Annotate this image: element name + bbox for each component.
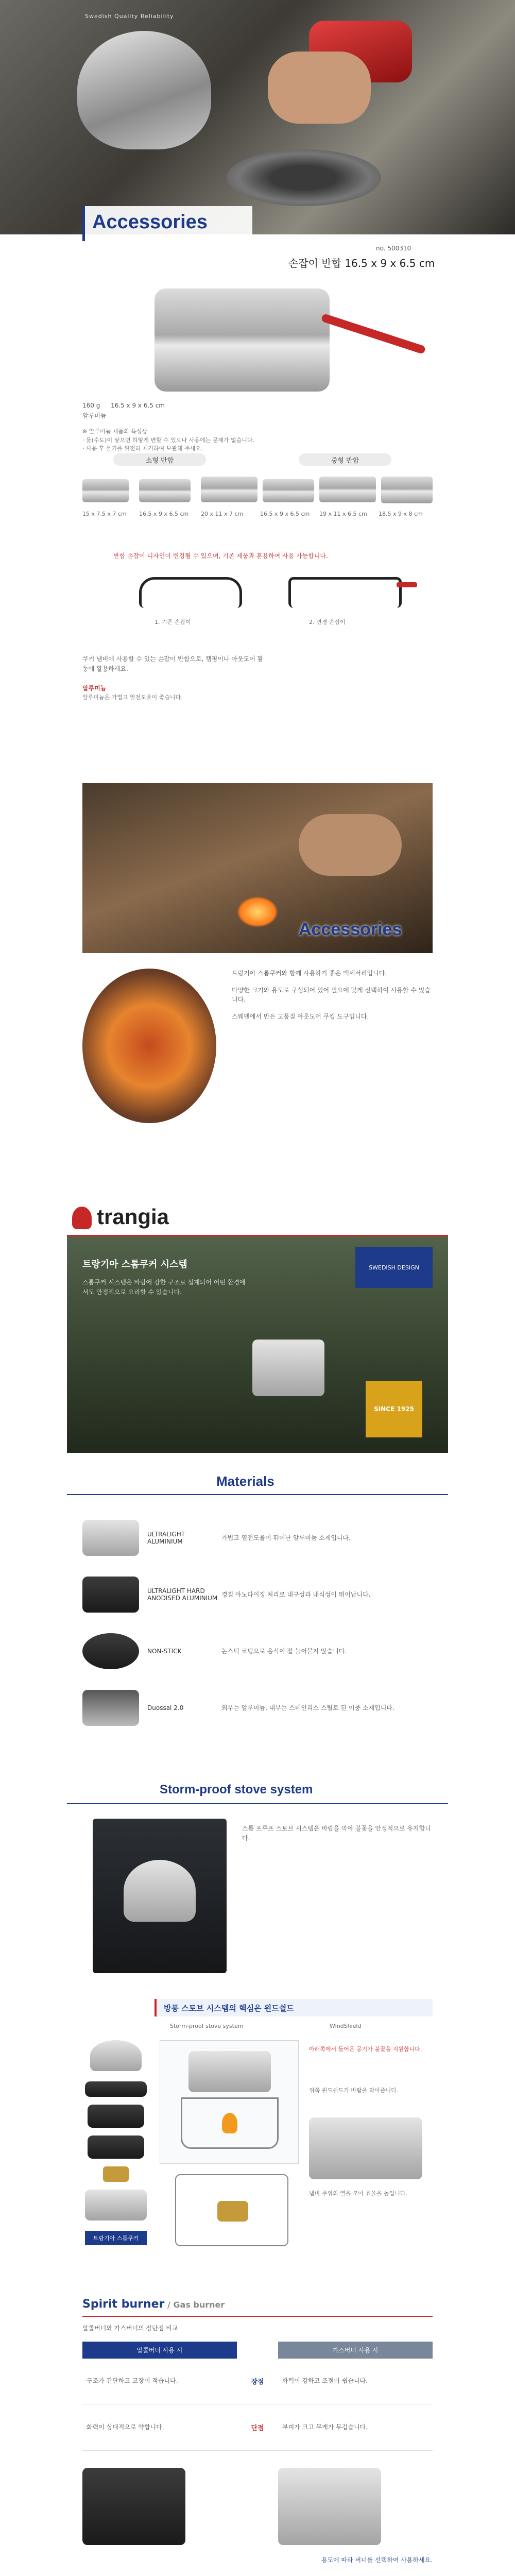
brand-tagline: Swedish Quality Reliability bbox=[85, 13, 174, 20]
material-name: ULTRALIGHT ALUMINIUM bbox=[147, 1531, 185, 1545]
burner-row-label: 단점 bbox=[251, 2425, 264, 2432]
stove-base-diagram bbox=[175, 2174, 288, 2246]
swedish-badge bbox=[355, 1247, 433, 1288]
note-line: · 사용 후 물기를 완전히 제거하여 보관해 주세요. bbox=[82, 445, 203, 452]
stack-pot bbox=[88, 2105, 144, 2128]
handle-note-text: 반합 손잡이 디자인이 변경될 수 있으며, 기존 제품과 혼용하여 사용 가능합니다. bbox=[113, 552, 328, 560]
burner-title-a: Spirit burner bbox=[82, 2298, 165, 2311]
mess-tin-handle bbox=[321, 313, 426, 354]
label-storm: Storm-proof stove system bbox=[170, 2023, 244, 2029]
hand-shape bbox=[268, 52, 371, 124]
stack-kettle bbox=[90, 2040, 142, 2071]
stove-diagram bbox=[160, 2040, 299, 2164]
windshield-banner bbox=[154, 1999, 433, 2016]
materials-list bbox=[82, 1510, 433, 1736]
material-swatch bbox=[82, 1520, 139, 1556]
size-label: 15 x 7.5 x 7 cm bbox=[82, 511, 127, 517]
burner-row-label: 장점 bbox=[251, 2378, 264, 2386]
hero-photo bbox=[0, 0, 515, 234]
trangia-flame-icon bbox=[72, 1207, 92, 1229]
burner-title bbox=[82, 2298, 225, 2311]
size-tin bbox=[319, 477, 376, 502]
windshield-pot-image bbox=[309, 2117, 422, 2179]
badge-top: SWEDISH DESIGN bbox=[369, 1264, 419, 1271]
hero-title-box bbox=[82, 206, 252, 241]
burner-left: 구조가 간단하고 고장이 적습니다. bbox=[87, 2377, 178, 2385]
material-swatch bbox=[82, 1633, 139, 1669]
burner-col-right: 가스버너 사용 시 bbox=[278, 2342, 433, 2359]
burner-left: 화력이 상대적으로 약합니다. bbox=[87, 2424, 164, 2431]
kettle-shape bbox=[77, 31, 211, 149]
callout-1: 아래쪽에서 들어온 공기가 불꽃을 지원합니다. bbox=[309, 2046, 422, 2053]
handle-old-caption: 1. 기존 손잡이 bbox=[154, 619, 191, 625]
stack-lid bbox=[85, 2081, 147, 2097]
spec-size: 16.5 x 9 x 6.5 cm bbox=[111, 402, 165, 409]
stove-product-shape bbox=[252, 1340, 324, 1396]
trangia-headline: 트랑기아 스톰쿠커 시스템 bbox=[82, 1259, 187, 1270]
material-desc: 외부는 알루미늄, 내부는 스테인리스 스틸로 된 이중 소재입니다. bbox=[221, 1704, 394, 1711]
handle-new bbox=[288, 577, 402, 608]
materials-title: Materials bbox=[216, 1473, 274, 1489]
person-shape bbox=[299, 814, 402, 876]
material-desc: 가볍고 열전도율이 뛰어난 알루미늄 소재입니다. bbox=[221, 1534, 351, 1541]
callout-3: 냄비 주위의 열을 모아 효율을 높입니다. bbox=[309, 2190, 407, 2197]
burner-title-b: / Gas burner bbox=[164, 2300, 225, 2310]
product-name: 손잡이 반합 16.5 x 9 x 6.5 cm bbox=[288, 257, 435, 269]
label-windshield: WindShield bbox=[330, 2023, 362, 2029]
trangia-body: 스톰쿠커 시스템은 바람에 강한 구조로 설계되어 어떤 환경에서도 안정적으로 요리할 수 있습니다. bbox=[82, 1279, 246, 1296]
size-tin bbox=[263, 479, 314, 502]
diagram-flame-icon bbox=[222, 2113, 237, 2133]
trangia-logo-bar bbox=[67, 1200, 448, 1236]
kettle-shape bbox=[124, 1860, 196, 1922]
materials-underline bbox=[67, 1494, 448, 1495]
material-row bbox=[82, 1510, 433, 1566]
pot-stack bbox=[85, 2040, 147, 2257]
size-label: 16.5 x 9 x 6.5 cm bbox=[260, 511, 310, 517]
burner-table bbox=[82, 2342, 433, 2451]
burner-underline bbox=[82, 2316, 433, 2317]
spec-weight: 160 g bbox=[82, 402, 100, 409]
stack-label-box bbox=[85, 2231, 147, 2245]
desc-p3: 스웨덴에서 만든 고품질 아웃도어 쿠킹 도구입니다. bbox=[232, 1012, 369, 1020]
burner-subtitle: 알콜버너와 가스버너의 장단점 비교 bbox=[82, 2325, 178, 2332]
trangia-logo: trangia bbox=[97, 1205, 169, 1229]
diagram-pot bbox=[188, 2051, 271, 2092]
size-right-label: 중형 반합 bbox=[299, 453, 391, 466]
handle-note bbox=[82, 551, 433, 561]
trangia-photo bbox=[67, 1236, 448, 1453]
size-tin bbox=[381, 477, 433, 503]
storm-title: Storm-proof stove system bbox=[160, 1783, 313, 1797]
product-no: no. 500310 bbox=[376, 245, 411, 252]
material-swatch bbox=[82, 1577, 139, 1613]
burner-col-left: 알콜버너 사용 시 bbox=[82, 2342, 237, 2359]
material-name: NON-STICK bbox=[147, 1648, 182, 1655]
burner-note: 용도에 따라 버너를 선택하여 사용하세요. bbox=[321, 2556, 433, 2564]
accessories-desc bbox=[232, 969, 433, 1021]
burner-shape bbox=[217, 2201, 248, 2222]
windshield-title: 방풍 스토브 시스템의 핵심은 윈드쉴드 bbox=[164, 2003, 294, 2013]
warn-title: 알루미늄 bbox=[82, 685, 107, 692]
food-photo bbox=[82, 969, 216, 1123]
storm-desc: 스톰 프루프 스토브 시스템은 바람을 막아 불꽃을 안정적으로 유지합니다. bbox=[242, 1825, 431, 1842]
accessories-banner-title: Accessories bbox=[299, 920, 402, 939]
handle-old bbox=[139, 577, 242, 608]
note-line: ※ 알루미늄 제품의 특성상 bbox=[82, 428, 147, 435]
note-line: · 물(수도)이 닿으면 하얗게 변할 수 있으나 사용에는 문제가 없습니다. bbox=[82, 436, 254, 444]
desc-p2: 다양한 크기와 용도로 구성되어 있어 필요에 맞게 선택하여 사용할 수 있습니다. bbox=[232, 986, 431, 1004]
handle-new-caption: 2. 변경 손잡이 bbox=[309, 619, 346, 625]
storm-photo bbox=[93, 1819, 227, 1973]
size-compare bbox=[82, 453, 433, 536]
material-desc: 논스틱 코팅으로 음식이 잘 눌어붙지 않습니다. bbox=[221, 1647, 347, 1655]
warn-text: 알루미늄은 가볍고 열전도율이 좋습니다. bbox=[82, 693, 183, 701]
material-name: ULTRALIGHT HARD ANODISED ALUMINIUM bbox=[147, 1587, 218, 1602]
stack-label: 트랑기아 스톰쿠커 bbox=[93, 2235, 139, 2242]
mess-tin-image bbox=[154, 289, 330, 392]
burner-right: 부피가 크고 무게가 무겁습니다. bbox=[282, 2424, 368, 2431]
material-row bbox=[82, 1566, 433, 1623]
burner-header-row bbox=[82, 2342, 433, 2358]
flame-shape bbox=[237, 896, 278, 927]
size-left-label: 소형 반합 bbox=[113, 453, 206, 466]
intro-text: 쿠커 냄비에 사용할 수 있는 손잡이 반합으로, 캠핑이나 아웃도어 활동에 활용하세요. bbox=[82, 655, 264, 672]
since-badge bbox=[366, 1381, 422, 1437]
stove-ring-shape bbox=[227, 149, 381, 206]
size-label: 18.5 x 9 x 8 cm bbox=[379, 511, 423, 517]
burner-right: 화력이 강하고 조절이 쉽습니다. bbox=[282, 2377, 368, 2385]
size-label: 19 x 11 x 6.5 cm bbox=[319, 511, 367, 517]
size-tin bbox=[139, 479, 191, 502]
stack-burner bbox=[103, 2166, 129, 2182]
handle-new-tip bbox=[397, 582, 417, 587]
size-tin bbox=[201, 477, 258, 502]
stack-base bbox=[85, 2190, 147, 2221]
storm-underline bbox=[67, 1803, 448, 1804]
burner-photo-left bbox=[82, 2468, 185, 2545]
spec-material: 알루미늄 bbox=[82, 412, 107, 419]
material-desc: 경질 아노다이징 처리로 내구성과 내식성이 뛰어납니다. bbox=[221, 1590, 371, 1598]
size-label: 20 x 11 x 7 cm bbox=[201, 511, 244, 517]
material-row bbox=[82, 1623, 433, 1680]
callout-2: 위쪽 윈드쉴드가 바람을 막아줍니다. bbox=[309, 2087, 399, 2094]
size-tin bbox=[82, 479, 129, 502]
intro-block bbox=[82, 654, 268, 702]
badge-bottom: SINCE 1925 bbox=[374, 1405, 414, 1413]
burner-row bbox=[82, 2404, 433, 2451]
material-row bbox=[82, 1680, 433, 1736]
material-name: Duossal 2.0 bbox=[147, 1704, 184, 1711]
material-swatch bbox=[82, 1690, 139, 1726]
hero-title: Accessories bbox=[92, 211, 208, 233]
stack-pot bbox=[88, 2136, 144, 2159]
desc-p1: 트랑기아 스톰쿠커와 함께 사용하기 좋은 액세서리입니다. bbox=[232, 970, 387, 977]
notes-block bbox=[82, 428, 433, 453]
burner-row bbox=[82, 2358, 433, 2404]
burner-photo-right bbox=[278, 2468, 381, 2545]
size-label: 16.5 x 9 x 6.5 cm bbox=[139, 511, 189, 517]
